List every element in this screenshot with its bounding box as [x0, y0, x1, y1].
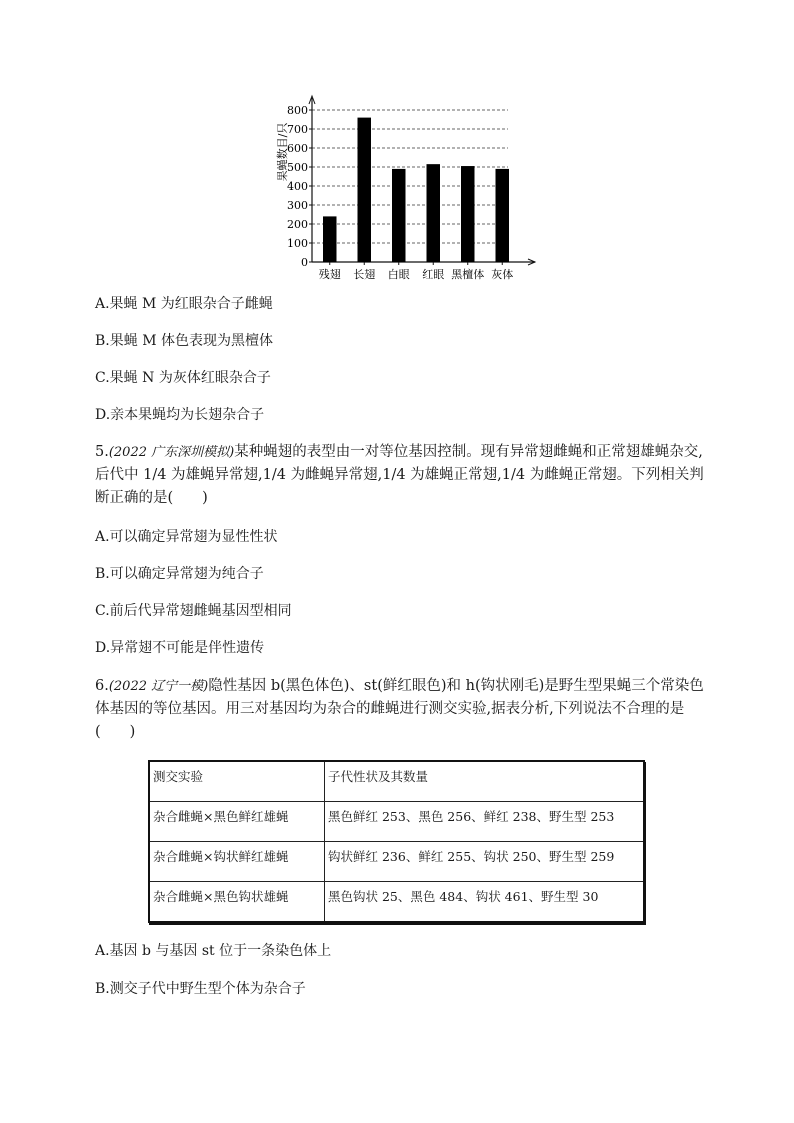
- q5-option-d: D.异常翅不可能是伴性遗传: [95, 640, 265, 656]
- table-cell: 杂合雌蝇×黑色钩状雄蝇: [149, 882, 325, 923]
- chart-bar: [427, 164, 441, 262]
- table-cell: 钩状鲜红 236、鲜红 255、钩状 250、野生型 259: [325, 842, 645, 882]
- q5-number: 5.: [95, 444, 109, 460]
- q5-source: (2022 广东深圳模拟): [108, 445, 235, 460]
- chart-y-tick-label: 700: [287, 123, 308, 136]
- table-cell: 杂合雌蝇×黑色鲜红雄蝇: [149, 802, 325, 842]
- chart-x-tick-label: 红眼: [422, 268, 445, 281]
- table-cell: 黑色鲜红 253、黑色 256、鲜红 238、野生型 253: [325, 802, 645, 842]
- table-row: [149, 802, 644, 842]
- chart-x-tick-label: 长翅: [353, 268, 376, 281]
- q6-option-b: B.测交子代中野生型个体为杂合子: [95, 981, 306, 997]
- q6-stem-text: 隐性基因 b(黑色体色)、st(鲜红眼色)和 h(钩状刚毛)是野生型果蝇三个常染色体基因的等位基因。用三对基因均为杂合的雌蝇进行测交实验,据表分析,下列说法不合理的是( ): [95, 678, 704, 740]
- chart-y-axis-label: 果蝇数目/只: [276, 122, 289, 182]
- table-header-row: [149, 761, 644, 802]
- table-row: [149, 842, 644, 882]
- q6-option-a: A.基因 b 与基因 st 位于一条染色体上: [95, 943, 332, 959]
- chart-y-tick-label: 0: [301, 256, 308, 269]
- chart-x-tick-label: 白眼: [387, 268, 410, 281]
- q4-option-a: A.果蝇 M 为红眼杂合子雌蝇: [95, 296, 273, 312]
- q4-option-b: B.果蝇 M 体色表现为黑檀体: [95, 333, 273, 349]
- chart-bar: [392, 169, 406, 262]
- q4-option-d: D.亲本果蝇均为长翅杂合子: [95, 407, 265, 423]
- chart-bar: [496, 169, 510, 262]
- chart-grid: [312, 110, 508, 243]
- q4-option-c: C.果蝇 N 为灰体红眼杂合子: [95, 370, 271, 386]
- table-header-cell: 测交实验: [149, 761, 325, 802]
- q5-stem-text: 某种蝇翅的表型由一对等位基因控制。现有异常翅雌蝇和正常翅雄蝇杂交,后代中 1/4 为雄蝇异常翅,1/4 为雌蝇异常翅,1/4 为雄蝇正常翅,1/4 为雌蝇正常翅。下列相关判断正确的是( ): [95, 444, 704, 506]
- chart-x-tick-label: 灰体: [491, 268, 514, 281]
- chart-y-tick-label: 400: [287, 180, 308, 193]
- chart-x-tick-label: 黑檀体: [451, 268, 485, 281]
- chart-bar: [358, 118, 372, 262]
- q6-source: (2022 辽宁一模): [108, 679, 209, 694]
- chart-x-tick-labels: [319, 267, 514, 281]
- chart-y-tick-labels: [287, 104, 308, 269]
- bar-chart: [270, 90, 540, 285]
- table-cell: 黑色钩状 25、黑色 484、钩状 461、野生型 30: [325, 882, 645, 923]
- q6-stem: [95, 675, 715, 744]
- chart-bar: [323, 216, 337, 262]
- chart-y-tick-label: 500: [287, 161, 308, 174]
- chart-y-tick-label: 800: [287, 104, 308, 117]
- testcross-table: [148, 760, 645, 923]
- chart-bars: [323, 118, 509, 262]
- q5-stem: [95, 441, 715, 510]
- chart-y-tick-label: 100: [287, 237, 308, 250]
- chart-y-tick-label: 200: [287, 218, 308, 231]
- chart-x-tick-label: 残翅: [318, 268, 341, 281]
- q5-option-c: C.前后代异常翅雌蝇基因型相同: [95, 603, 292, 619]
- table-cell: 杂合雌蝇×钩状鲜红雄蝇: [149, 842, 325, 882]
- chart-y-tick-label: 600: [287, 142, 308, 155]
- table-header-cell: 子代性状及其数量: [325, 761, 645, 802]
- q5-option-b: B.可以确定异常翅为纯合子: [95, 566, 264, 582]
- q6-number: 6.: [95, 678, 109, 694]
- q5-option-a: A.可以确定异常翅为显性性状: [95, 529, 278, 545]
- chart-y-tick-label: 300: [287, 199, 308, 212]
- table-row: [149, 882, 644, 923]
- chart-bar: [461, 166, 475, 262]
